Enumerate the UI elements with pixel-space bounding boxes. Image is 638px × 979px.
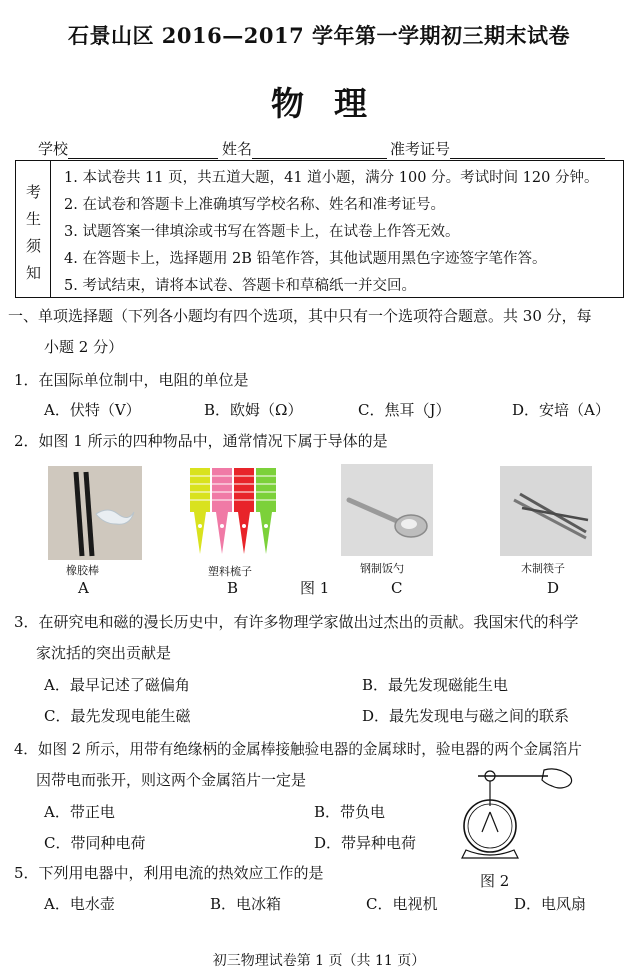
notice-line: 5. 考试结束，请将本试卷、答题卡和草稿纸一并交回。 (64, 278, 416, 294)
notice-line: 2. 在试卷和答题卡上准确填写学校名称、姓名和准考证号。 (64, 197, 445, 213)
notice-side-char: 考 (26, 183, 42, 201)
q5-option-b[interactable]: B．电冰箱 (210, 895, 282, 913)
q3-option-c[interactable]: C．最先发现电能生磁 (44, 707, 191, 725)
figure-2-label: 图 2 (480, 872, 510, 890)
q5-option-d[interactable]: D．电风扇 (514, 895, 587, 913)
notice-side-char: 生 (26, 210, 42, 228)
section-heading: 一、单项选择题（下列各小题均有四个选项，其中只有一个选项符合题意。共 30 分，每 (8, 307, 592, 325)
question-4-stem: 4．如图 2 所示，用带有绝缘柄的金属棒接触验电器的金属球时，验电器的两个金属箔片 (14, 741, 582, 758)
q1-option-b[interactable]: B．欧姆（Ω） (204, 401, 303, 419)
q1-option-c[interactable]: C．焦耳（J） (358, 401, 451, 419)
question-4-stem-cont: 因带电而张开，则这两个金属箔片一定是 (36, 771, 307, 789)
figure-1-label: 图 1 (300, 579, 330, 597)
q5-option-c[interactable]: C．电视机 (366, 895, 438, 913)
section-heading-cont: 小题 2 分） (44, 338, 124, 356)
subject-title: 物理 (271, 84, 397, 123)
rubber-rod-icon (48, 466, 142, 560)
steel-spoon-icon (341, 464, 433, 556)
photo-b-letter[interactable]: B (227, 579, 239, 597)
id-field (390, 138, 605, 159)
question-5-stem: 5．下列用电器中，利用电流的热效应工作的是 (14, 864, 324, 882)
rubber-rod-photo (48, 466, 142, 560)
plastic-comb-photo (188, 466, 286, 560)
school-label: 学校 (38, 140, 69, 158)
photo-c-caption: 钢制饭勺 (360, 562, 404, 575)
plastic-comb-icon (188, 466, 286, 560)
q4-option-d[interactable]: D．带异种电荷 (314, 834, 417, 852)
notice-side-char: 知 (26, 264, 42, 282)
steel-spoon-photo (341, 464, 433, 556)
q4-option-c[interactable]: C．带同种电荷 (44, 834, 146, 852)
photo-a-letter[interactable]: A (78, 579, 89, 597)
chopsticks-icon (500, 466, 592, 556)
question-2-stem: 2．如图 1 所示的四种物品中，通常情况下属于导体的是 (14, 432, 388, 450)
name-label: 姓名 (222, 140, 253, 158)
electroscope-figure (456, 762, 576, 868)
wooden-chopsticks-photo (500, 466, 592, 556)
school-blank[interactable] (68, 142, 218, 159)
q1-option-a[interactable]: A．伏特（V） (44, 401, 141, 419)
photo-d-caption: 木制筷子 (521, 562, 565, 575)
notice-side-char: 须 (26, 237, 42, 255)
id-label: 准考证号 (390, 140, 451, 158)
q4-option-a[interactable]: A．带正电 (44, 803, 115, 821)
notice-side-label (16, 161, 51, 297)
notice-line: 4. 在答题卡上，选择题用 2B 铅笔作答，其他试题用黑色字迹签字笔作答。 (64, 251, 547, 267)
question-3-stem-cont: 家沈括的突出贡献是 (36, 644, 172, 662)
notice-line: 3. 试题答案一律填涂或书写在答题卡上，在试卷上作答无效。 (64, 224, 460, 240)
q4-option-b[interactable]: B．带负电 (314, 803, 386, 821)
electroscope-icon (456, 762, 576, 868)
q3-option-d[interactable]: D．最先发现电与磁之间的联系 (362, 707, 570, 725)
photo-c-letter[interactable]: C (391, 579, 403, 597)
photo-b-caption: 塑料梳子 (208, 565, 252, 578)
name-field (222, 138, 387, 159)
photo-d-letter[interactable]: D (547, 579, 560, 597)
exam-notice-box (15, 160, 624, 298)
school-field (38, 138, 218, 159)
q5-option-a[interactable]: A．电水壶 (44, 895, 115, 913)
exam-title: 石景山区 2016—2017 学年第一学期初三期末试卷 (67, 23, 570, 48)
id-blank[interactable] (450, 142, 605, 159)
name-blank[interactable] (252, 142, 387, 159)
photo-a-caption: 橡胶棒 (66, 564, 99, 577)
q3-option-b[interactable]: B．最先发现磁能生电 (362, 676, 509, 694)
question-3-stem: 3．在研究电和磁的漫长历史中，有许多物理学家做出过杰出的贡献。我国宋代的科学 (14, 613, 579, 631)
page-footer: 初三物理试卷第 1 页（共 11 页） (212, 953, 426, 969)
q1-option-d[interactable]: D．安培（A） (512, 401, 610, 419)
q3-option-a[interactable]: A．最早记述了磁偏角 (44, 676, 190, 694)
notice-line: 1. 本试卷共 11 页，共五道大题，41 道小题，满分 100 分。考试时间 120 分钟。 (64, 170, 599, 186)
question-1-stem: 1．在国际单位制中，电阻的单位是 (14, 371, 249, 389)
